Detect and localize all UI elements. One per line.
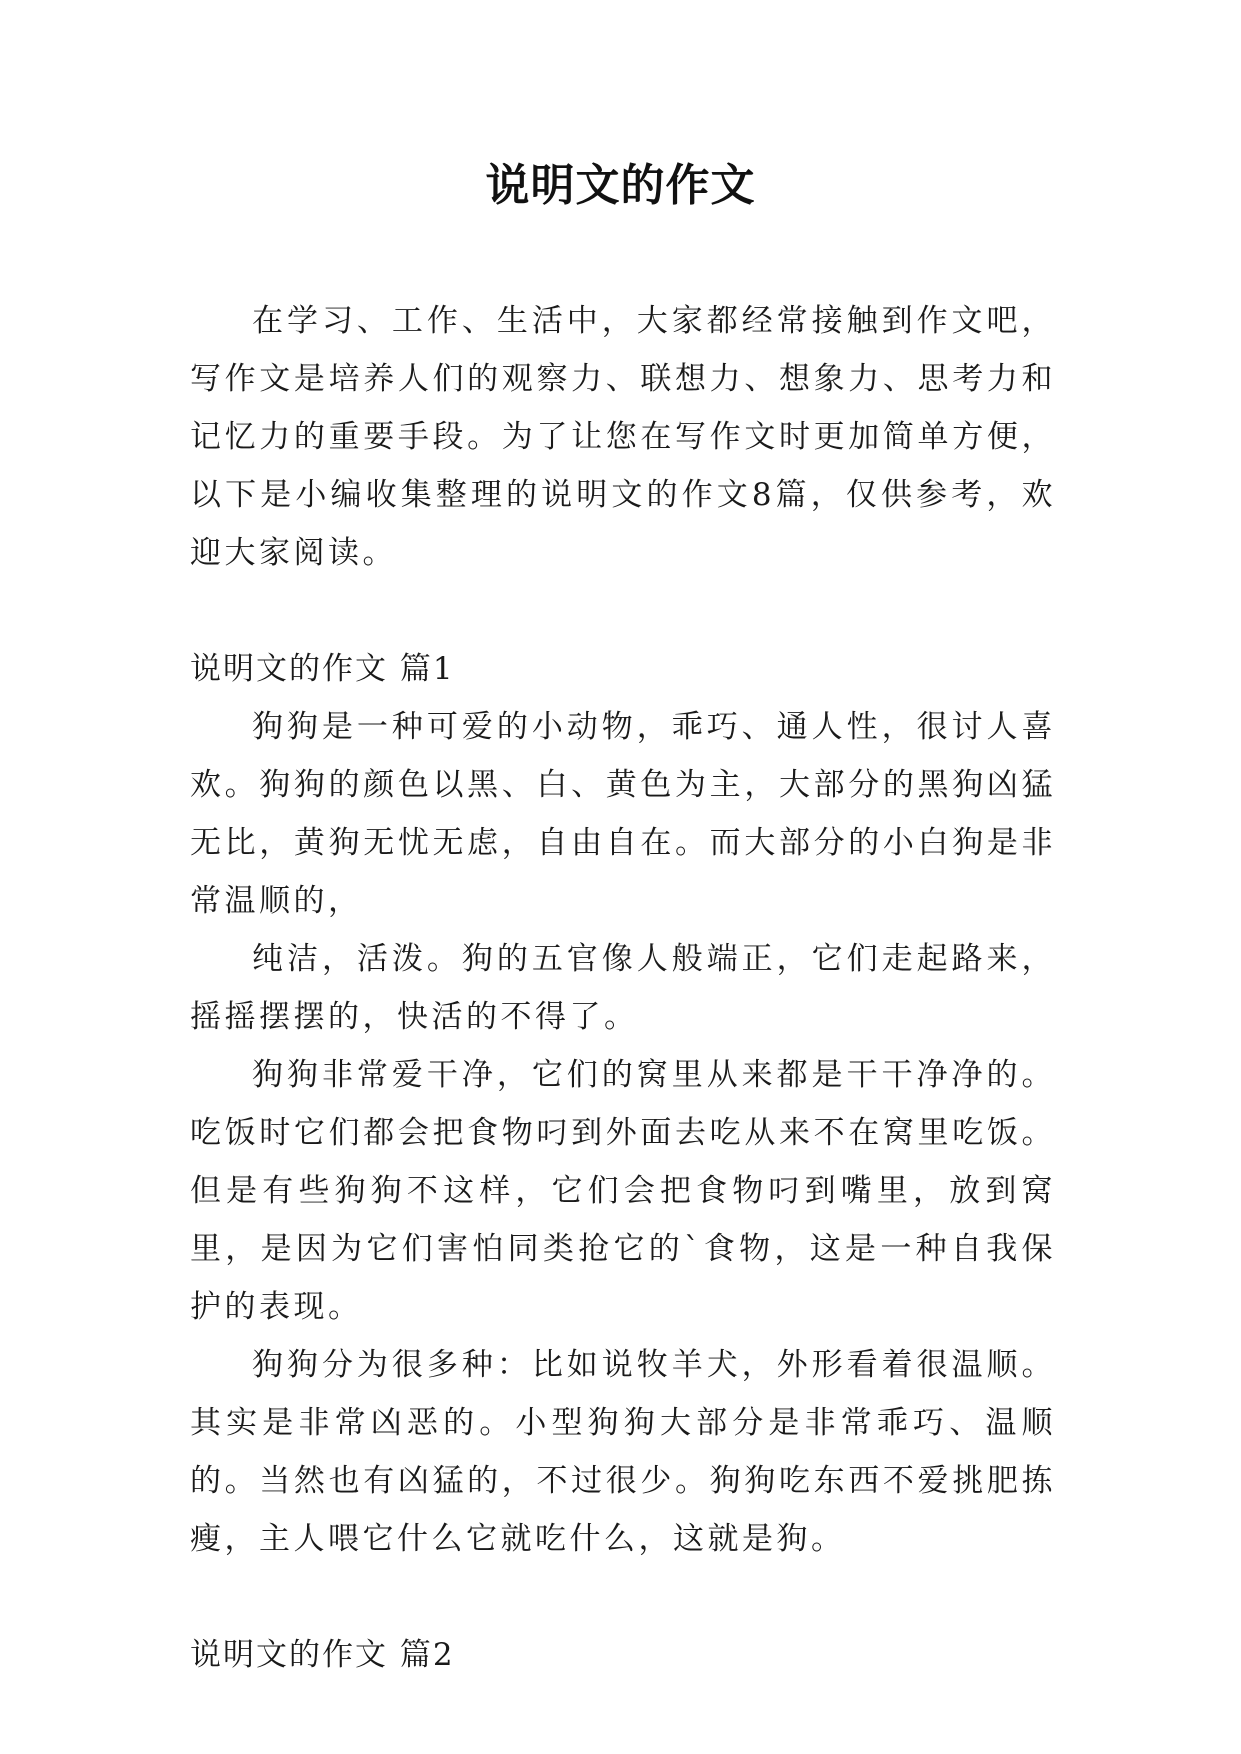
body-paragraph: 狗狗是一种可爱的小动物，乖巧、通人性，很讨人喜欢。狗狗的颜色以黑、白、黄色为主，大部分的黑狗凶猛无比，黄狗无忧无虑，自由自在。而大部分的小白狗是非常温顺的， (190, 709, 1056, 919)
document-title: 说明文的作文 (485, 160, 756, 211)
section-heading: 说明文的作文 篇1 (190, 651, 455, 687)
section-heading: 说明文的作文 篇2 (190, 1637, 455, 1673)
document-body (190, 292, 1056, 1684)
intro-paragraph: 在学习、工作、生活中，大家都经常接触到作文吧，写作文是培养人们的观察力、联想力、想象力、思考力和记忆力的重要手段。为了让您在写作文时更加简单方便，以下是小编收集整理的说明文的作文8篇，仅供参考，欢迎大家阅读。 (190, 303, 1056, 571)
body-paragraph: 狗狗分为很多种：比如说牧羊犬，外形看着很温顺。其实是非常凶恶的。小型狗狗大部分是非常乖巧、温顺的。当然也有凶猛的，不过很少。狗狗吃东西不爱挑肥拣瘦，主人喂它什么它就吃什么，这就是狗。 (190, 1347, 1056, 1557)
spacer (190, 1568, 1056, 1626)
spacer (190, 582, 1056, 640)
body-paragraph: 狗狗非常爱干净，它们的窝里从来都是干干净净的。吃饭时它们都会把食物叼到外面去吃从来不在窝里吃饭。但是有些狗狗不这样，它们会把食物叼到嘴里，放到窝里，是因为它们害怕同类抢它的`食物，这是一种自我保护的表现。 (190, 1057, 1056, 1325)
body-paragraph: 纯洁，活泼。狗的五官像人般端正，它们走起路来，摇摇摆摆的，快活的不得了。 (190, 941, 1056, 1035)
